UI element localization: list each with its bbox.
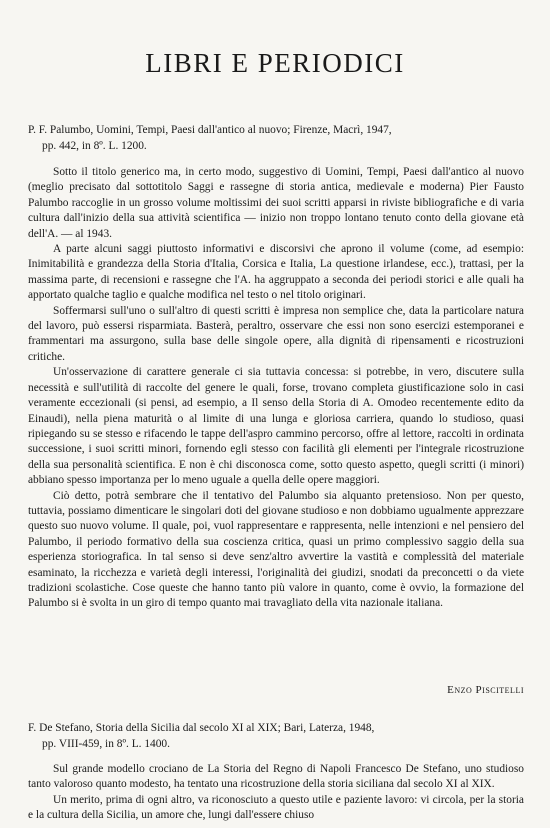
review1-header-line2: pp. 442, in 8º. L. 1200. [42, 140, 147, 152]
review1-paragraph: Sotto il titolo generico ma, in certo modo, suggestivo di Uomini, Tempi, Paesi dall'antico al nuovo (meglio precisato dal sottotitolo Saggi e rassegne di storia antica, medievale e moderna) Pier Fausto Palumbo raccoglie in un grosso volume moltissimi dei suoi scritti apparsi in riviste bibliografiche e di varia cultura dall'inizio della sua attività scientifica — inizio non troppo lontano tenuto conto della giovane età dell'A. — al 1943. [28, 166, 524, 240]
review2-paragraph: Sul grande modello crociano de La Storia del Regno di Napoli Francesco De Stefano, uno studioso tanto valoroso quanto modesto, ha tentato una ricostruzione della storia siciliana dal secolo XI al XIX. [28, 763, 524, 791]
review1-paragraph: Soffermarsi sull'uno o sull'altro di questi scritti è impresa non semplice che, data la particolare natura del lavoro, può essersi risparmiata. Basterà, peraltro, osservare che essi non sono esercizi estemporanei e frammentari ma assurgono, sulla base delle singole opere, alla dignità di ripensamenti e ricostruzioni critiche. [28, 304, 524, 363]
review2-header-line2: pp. VIII-459, in 8º. L. 1400. [42, 738, 170, 750]
review2-body [28, 762, 524, 824]
review2-header [28, 720, 524, 752]
review1-paragraph: Ciò detto, potrà sembrare che il tentativo del Palumbo sia alquanto pretensioso. Non per questo, tuttavia, possiamo dimenticare le singolari doti del giovane studioso e non dobbiamo ugualmente apprezzare questo suo nuovo volume. Il quale, poi, vuol rappresentare e rappresenta, nelle intenzioni e nel pensiero del Palumbo, il periodo formativo della sua coscienza critica, quasi un primo complessivo saggio della sua esperienza storiografica. In tal senso si deve senz'altro avvertire la vastità e complessità del materiale esaminato, la ricchezza e varietà degli interessi, l'originalità dei giudizi, snodati da preconcetti o da viete tradizioni scolastiche. Cose queste che hanno tanto più valore in quanto, come è ovvio, la formazione del Palumbo si è svolta in un giro di tempo quanto mai travagliato della vita nazionale italiana. [28, 489, 524, 610]
review1-header-line1: P. F. Palumbo, Uomini, Tempi, Paesi dall'antico al nuovo; Firenze, Macrì, 1947, [28, 124, 392, 136]
review1-paragraph: Un'osservazione di carattere generale ci sia tuttavia concessa: si potrebbe, in vero, discutere sulla necessità e sull'utilità di raccolte del genere le quali, forse, trovano completa giustificazione solo in casi veramente eccezionali (si pensi, ad esempio, a Il senso della Storia di A. Omodeo recentemente edito da Einaudi), nella piena maturità o al limite di una lunga e gloriosa carriera, quando lo studioso, quasi ripiegando su se stesso e rifacendo le tappe dell'aspro cammino percorso, offre al lettore, raccolti in ordinata successione, i suoi scritti minori, fornendo egli stesso con facilità gli elementi per l'integrale ricostruzione della sua personalità scientifica. E non è chi disconosca come, sotto questo aspetto, quegli scritti (i minori) abbiano spesso importanza per lo meno uguale a quella delle opere maggiori. [28, 366, 524, 487]
review2-header-line1: F. De Stefano, Storia della Sicilia dal secolo XI al XIX; Bari, Laterza, 1948, [28, 722, 375, 734]
review2-paragraph: Un merito, prima di ogni altro, va riconosciuto a questo utile e paziente lavoro: vi circola, per la storia e la cultura della Sicilia, un amore che, lungi dall'essere chiuso [28, 793, 524, 822]
review1-header [28, 122, 524, 154]
section-title: LIBRI E PERIODICI [145, 48, 405, 78]
review1-paragraph: A parte alcuni saggi piuttosto informativi e discorsivi che aprono il volume (come, ad esempio: Inimitabilità e grandezza della Storia d'Italia, Corsica e Italia, La questione irlandese, ecc.), trattasi, per la massima parte, di recensioni e rassegne che l'A. ha aggruppato a seconda dei periodi storici e alle quali ha apportato qualche taglio e qualche modifica nel testo o nel titolo originari. [28, 243, 524, 302]
review1-signature: Enzo Piscitelli [447, 684, 524, 696]
review1-body [28, 165, 524, 612]
